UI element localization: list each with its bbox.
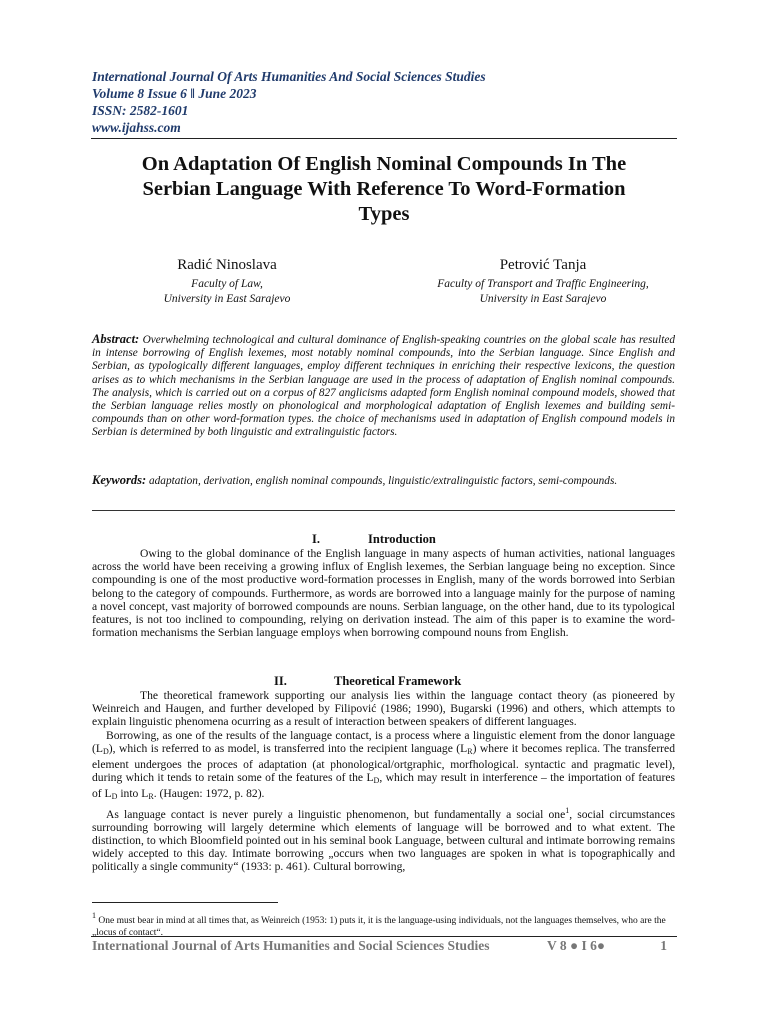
author-affiliation: Faculty of Transport and Traffic Engineering, bbox=[437, 278, 649, 290]
footnote-text: One must bear in mind at all times that, as Weinreich (1953: 1) puts it, it is the language-using individuals, not the languages themselves, who are the „locus of contact“. bbox=[92, 916, 666, 938]
title-line-2: Serbian Language With Reference To Word-Formation bbox=[142, 178, 626, 200]
introduction-body bbox=[92, 547, 675, 639]
journal-header bbox=[92, 68, 692, 136]
paragraph: The theoretical framework supporting our analysis lies within the language contact theory (as pioneered by Weinreich and Haugen, and further developed by Filipović (1986; 1990), Bugarski (1996) and others, which attempts to explain linguistic phenomena ocurring as a result of interaction between speakers of different languages. bbox=[92, 689, 675, 729]
separator-rule bbox=[92, 510, 675, 511]
footer-volume-issue: V 8 ● I 6● bbox=[547, 938, 606, 953]
journal-website[interactable]: www.ijahss.com bbox=[92, 120, 181, 135]
journal-name: International Journal Of Arts Humanities And Social Sciences Studies bbox=[92, 69, 486, 84]
title-line-3: Types bbox=[358, 203, 410, 225]
paragraph: Borrowing, as one of the results of the language contact, is a process where a linguistic element from the donor language $(L_D)$, which is referred to as model, is transferred into the recipient language $(L_R)$ where it becomes replica. The transferred element undergoes the proces of adaptation (at phonological/ortgraphic, morfhological. syntactic and pragmatic level), during which it tends to retain some of the features of the $L_D$, which may result in interference – the importation of features of $L_D$ into $L_R$. (Haugen: 1972, p. 82). bbox=[92, 728, 675, 802]
footnote bbox=[92, 910, 682, 939]
footer-journal-name: International Journal of Arts Humanities and Social Sciences Studies bbox=[92, 938, 490, 953]
footnote-rule bbox=[92, 902, 278, 903]
keywords-text: adaptation, derivation, english nominal compounds, linguistic/extralinguistic factors, semi-compounds. bbox=[149, 475, 618, 487]
page-number: 1 bbox=[660, 938, 667, 953]
footnote-ref[interactable]: 1 bbox=[565, 805, 570, 815]
page-footer bbox=[92, 938, 675, 956]
paragraph: As language contact is never purely a linguistic phenomenon, but fundamentally a social one$^1$, social circumstances surrounding borrowing will largely determine which elements of language will be borrowed and to what extent. The distinction, to which Bloomfield pointed out in his seminal book Language, between cultural and intimate borrowing remains widely accepted to this day. Intimate borrowing „occurs when two languages are spoken in what is topographically and politically a single community“ (1933: p. 461). Cultural borrowing, bbox=[92, 805, 675, 874]
paragraph: Owing to the global dominance of the English language in many aspects of human activities, national languages across the world have been receiving a growing influx of English lexemes, the Serbian language being no exception. Since compounding is one of the most productive word-formation processes in English, many of the words borrowed into Serbian belong to the category of compounds. Furthermore, as words are borrowed into a language mainly for the purpose of naming a novel concept, vast majority of borrowed compounds are nouns. Serbian language, on the other hand, due to its typological features, is not too inclined to compounding, relying on derivation instead. The aim of this paper is to examine the word-formation mechanisms the Serbian language employs when borrowing compound nouns from English. bbox=[92, 547, 675, 640]
author-affiliation: Faculty of Law, bbox=[191, 278, 263, 290]
section-number: II. bbox=[274, 674, 287, 688]
section-title: Theoretical Framework bbox=[334, 674, 462, 688]
journal-issn: ISSN: 2582-1601 bbox=[92, 103, 189, 118]
header-rule bbox=[91, 138, 677, 139]
abstract-text: Overwhelming technological and cultural dominance of English-speaking countries on the global scale has resulted in intense borrowing of English lexemes, most notably nominal compounds, into the Serbian language. Since English and Serbian, as typologically different languages, employ different techniques in enriching their respective lexicons, the question arises as to which mechanisms in the Serbian language are used in the process of adaptation of English nominal compounds. The analysis, which is carried out on a corpus of 827 anglicisms adapted form English nominal compound models, showed that the Serbian language relies mostly on phonological and morphological adaptation of English lexemes and building semi-compounds than on other word-formation types. the choice of mechanisms used in adaptation of English compound models in Serbian is determined by both linguistic and extralinguistic factors. bbox=[92, 334, 675, 439]
author-university: University in East Sarajevo bbox=[479, 292, 607, 305]
paper-title bbox=[92, 152, 676, 227]
footnote-number: 1 bbox=[92, 911, 96, 920]
title-line-1: On Adaptation Of English Nominal Compounds In The bbox=[141, 153, 627, 175]
keywords-label: Keywords: bbox=[92, 473, 147, 487]
abstract-label: Abstract: bbox=[92, 332, 140, 346]
section-title: Introduction bbox=[368, 532, 436, 546]
section-number: I. bbox=[312, 532, 320, 546]
abstract bbox=[92, 333, 675, 440]
author-name: Petrović Tanja bbox=[499, 257, 587, 273]
theoretical-framework-body bbox=[92, 689, 675, 874]
author-block-1 bbox=[120, 258, 334, 306]
footer-rule bbox=[91, 936, 677, 937]
journal-volume: Volume 8 Issue 6 ǁ June 2023 bbox=[92, 86, 257, 101]
author-name: Radić Ninoslava bbox=[177, 257, 277, 273]
author-block-2 bbox=[400, 258, 686, 306]
author-university: University in East Sarajevo bbox=[163, 292, 291, 305]
keywords bbox=[92, 474, 675, 488]
